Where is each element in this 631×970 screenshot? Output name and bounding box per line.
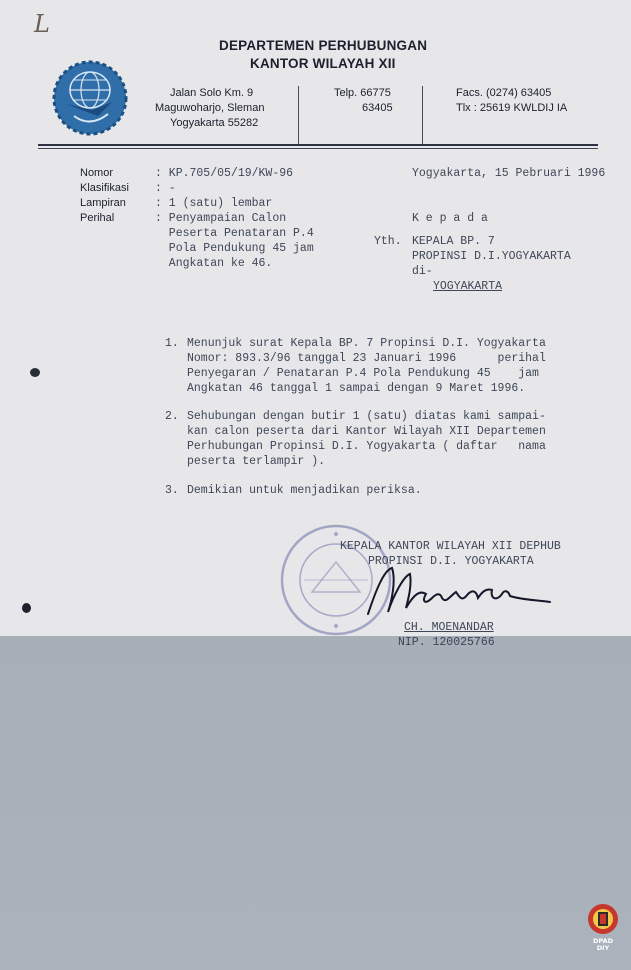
- meta-label: Lampiran: [80, 197, 126, 209]
- item-number: 3.: [165, 484, 179, 497]
- body-line: peserta terlampir ).: [187, 455, 326, 468]
- body-line: Demikian untuk menjadikan periksa.: [187, 484, 422, 497]
- ministry-logo-icon: [52, 58, 130, 140]
- phone-line: 63405: [362, 102, 393, 114]
- meta-label: Klasifikasi: [80, 182, 129, 194]
- ink-spot: [22, 603, 31, 613]
- body-line: Menunjuk surat Kepala BP. 7 Propinsi D.I. Yogyakarta: [187, 337, 546, 350]
- signature-title: PROPINSI D.I. YOGYAKARTA: [368, 555, 534, 568]
- fax-line: Facs. (0274) 63405: [456, 87, 552, 99]
- recipient-yth: Yth.: [374, 235, 402, 248]
- address-line: Maguwoharjo, Sleman: [155, 102, 265, 114]
- meta-label: Nomor: [80, 167, 114, 179]
- letterhead-divider: [298, 86, 299, 144]
- meta-value-subject: Peserta Penataran P.4: [155, 227, 314, 240]
- archive-logo-label: [589, 938, 617, 952]
- item-number: 1.: [165, 337, 179, 350]
- scan-background: [0, 636, 631, 970]
- meta-value-attachment: : 1 (satu) lembar: [155, 197, 273, 210]
- meta-value-number: : KP.705/05/19/KW-96: [155, 167, 294, 180]
- telex-line: Tlx : 25619 KWLDIJ IA: [456, 102, 568, 114]
- office-name: KANTOR WILAYAH XII: [250, 56, 396, 71]
- recipient-line: PROPINSI D.I.YOGYAKARTA: [412, 250, 571, 263]
- body-line: Perhubungan Propinsi D.I. Yogyakarta ( daftar nama: [187, 440, 546, 453]
- recipient-city: YOGYAKARTA: [433, 280, 503, 293]
- recipient-line: di-: [412, 265, 433, 278]
- address-line: Jalan Solo Km. 9: [170, 87, 254, 99]
- meta-value-subject: Pola Pendukung 45 jam: [155, 242, 314, 255]
- body-line: kan calon peserta dari Kantor Wilayah XII Departemen: [187, 425, 546, 438]
- letterhead-rule: [38, 144, 598, 146]
- meta-value-subject: : Penyampaian Calon: [155, 212, 287, 225]
- body-line: Penyegaran / Penataran P.4 Pola Pendukung 45 jam: [187, 367, 539, 380]
- signature-title: KEPALA KANTOR WILAYAH XII DEPHUB: [340, 540, 561, 553]
- recipient-line: KEPALA BP. 7: [412, 235, 495, 248]
- letterhead-rule: [38, 148, 598, 149]
- meta-label: Perihal: [80, 212, 115, 224]
- body-line: Angkatan 46 tanggal 1 sampai dengan 9 Maret 1996.: [187, 382, 526, 395]
- archive-logo-label-line: DIY: [596, 944, 610, 952]
- ink-spot: [30, 368, 40, 377]
- department-name: DEPARTEMEN PERHUBUNGAN: [219, 38, 428, 53]
- meta-value-subject: Angkatan ke 46.: [155, 257, 273, 270]
- handwritten-signature-icon: [362, 560, 552, 622]
- corner-mark: L: [34, 10, 50, 38]
- item-number: 2.: [165, 410, 179, 423]
- place-date: Yogyakarta, 15 Pebruari 1996: [412, 167, 606, 180]
- letterhead-divider: [422, 86, 423, 144]
- address-line: Yogyakarta 55282: [170, 117, 259, 129]
- body-line: Sehubungan dengan butir 1 (satu) diatas kami sampai-: [187, 410, 546, 423]
- phone-line: Telp. 66775: [334, 87, 391, 99]
- signatory-nip: NIP. 120025766: [398, 636, 495, 649]
- body-line: Nomor: 893.3/96 tanggal 23 Januari 1996 perihal: [187, 352, 546, 365]
- recipient-kepada: K e p a d a: [412, 212, 488, 225]
- archive-logo-label-line: DPAD: [593, 937, 613, 945]
- signatory-name: CH. MOENANDAR: [404, 621, 494, 634]
- meta-value-classification: : -: [155, 182, 176, 195]
